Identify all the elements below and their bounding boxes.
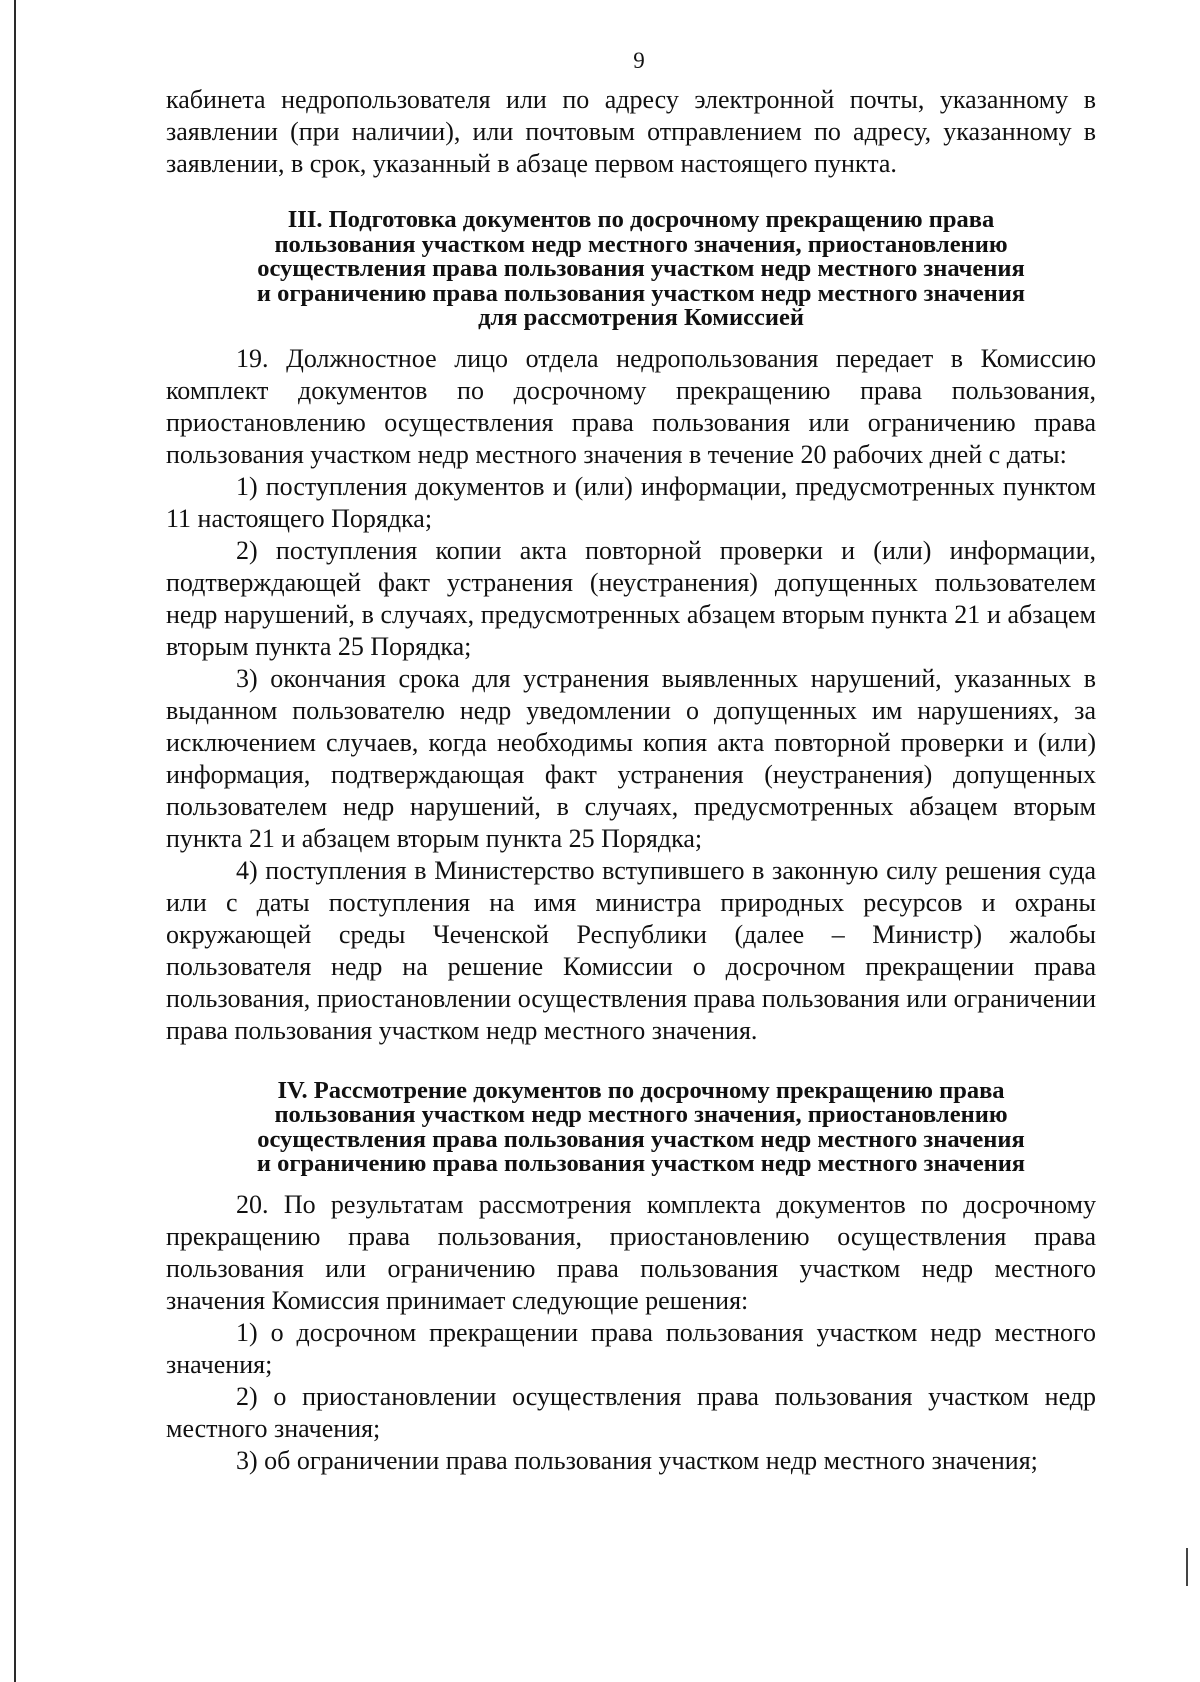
page-number: 9 (633, 48, 645, 73)
paragraph-19-item-1: 1) поступления документов и (или) информации, предусмотренных пунктом 11 настоящего Порядка; (166, 471, 1096, 533)
section-3-heading-line: для рассмотрения Комиссией (478, 304, 804, 331)
section-3-heading-line: и ограничению права пользования участком недр местного значения (256, 279, 1026, 307)
section-4-heading-line: IV. Рассмотрение документов по досрочному прекращению права (277, 1076, 1005, 1104)
paragraph-20-item-3: 3) об ограничении права пользования участком недр местного значения; (236, 1445, 1038, 1475)
section-3-heading-line: осуществления права пользования участком недр местного значения (257, 255, 1025, 282)
section-4-heading-line: пользования участком недр местного значения, приостановлению (274, 1101, 1008, 1128)
paragraph-20-item-2: 2) о приостановлении осуществления права пользования участком недр местного значения; (166, 1381, 1096, 1443)
intro-paragraph: кабинета недропользователя или по адресу электронной почты, указанному в заявлении (при наличии), или почтовым отправлением по адресу, указанному в заявлении, в срок, указанный в абзаце первом настоящего пункта. (166, 85, 1096, 178)
paragraph-20: 20. По результатам рассмотрения комплекта документов по досрочному прекращению права пользования, приостановлению осуществления права пользования или ограничению права пользования участком недр местного значения Комиссия принимает следующие решения: (166, 1189, 1096, 1315)
scan-right-mark (1186, 1548, 1188, 1586)
section-3-heading (186, 208, 1096, 331)
paragraph-19-item-3: 3) окончания срока для устранения выявленных нарушений, указанных в выданном пользователю недр уведомлении о допущенных им нарушениях, за исключением случаев, когда необходимы копия акта повторной проверки и (или) информация, подтверждающая факт устранения (неустранения) допущенных пользователем недр нарушений, в случаях, предусмотренных абзацем вторым пункта 21 и абзацем вторым пункта 25 Порядка; (166, 663, 1096, 853)
paragraph-19-item-2: 2) поступления копии акта повторной проверки и (или) информации, подтверждающей факт устранения (неустранения) допущенных пользователем недр нарушений, в случаях, предусмотренных абзацем вторым пункта 21 и абзацем вторым пункта 25 Порядка; (166, 535, 1096, 661)
section-3-heading-line: III. Подготовка документов по досрочному прекращению права (287, 206, 995, 233)
paragraph-19: 19. Должностное лицо отдела недропользования передает в Комиссию комплект документов по досрочному прекращению права пользования, приостановлению осуществления права пользования или ограничению права пользования участком недр местного значения в течение 20 рабочих дней с даты: (166, 343, 1096, 469)
section-4-heading-line: осуществления права пользования участком недр местного значения (257, 1125, 1025, 1153)
paragraph-19-item-4: 4) поступления в Министерство вступившего в законную силу решения суда или с даты поступления на имя министра природных ресурсов и охраны окружающей среды Чеченской Республики (далее – Министр) жалобы пользователя недр на решение Комиссии о досрочном прекращении права пользования, приостановлении осуществления права пользования или ограничении права пользования участком недр местного значения. (166, 855, 1096, 1045)
section-4-heading-line: и ограничению права пользования участком недр местного значения (256, 1150, 1026, 1177)
scan-left-edge (14, 0, 16, 1682)
paragraph-20-item-1: 1) о досрочном прекращении права пользования участком недр местного значения; (166, 1317, 1096, 1379)
document-page (166, 46, 1096, 1477)
section-3-heading-line: пользования участком недр местного значения, приостановлению (274, 230, 1008, 258)
section-4-heading (186, 1076, 1096, 1177)
